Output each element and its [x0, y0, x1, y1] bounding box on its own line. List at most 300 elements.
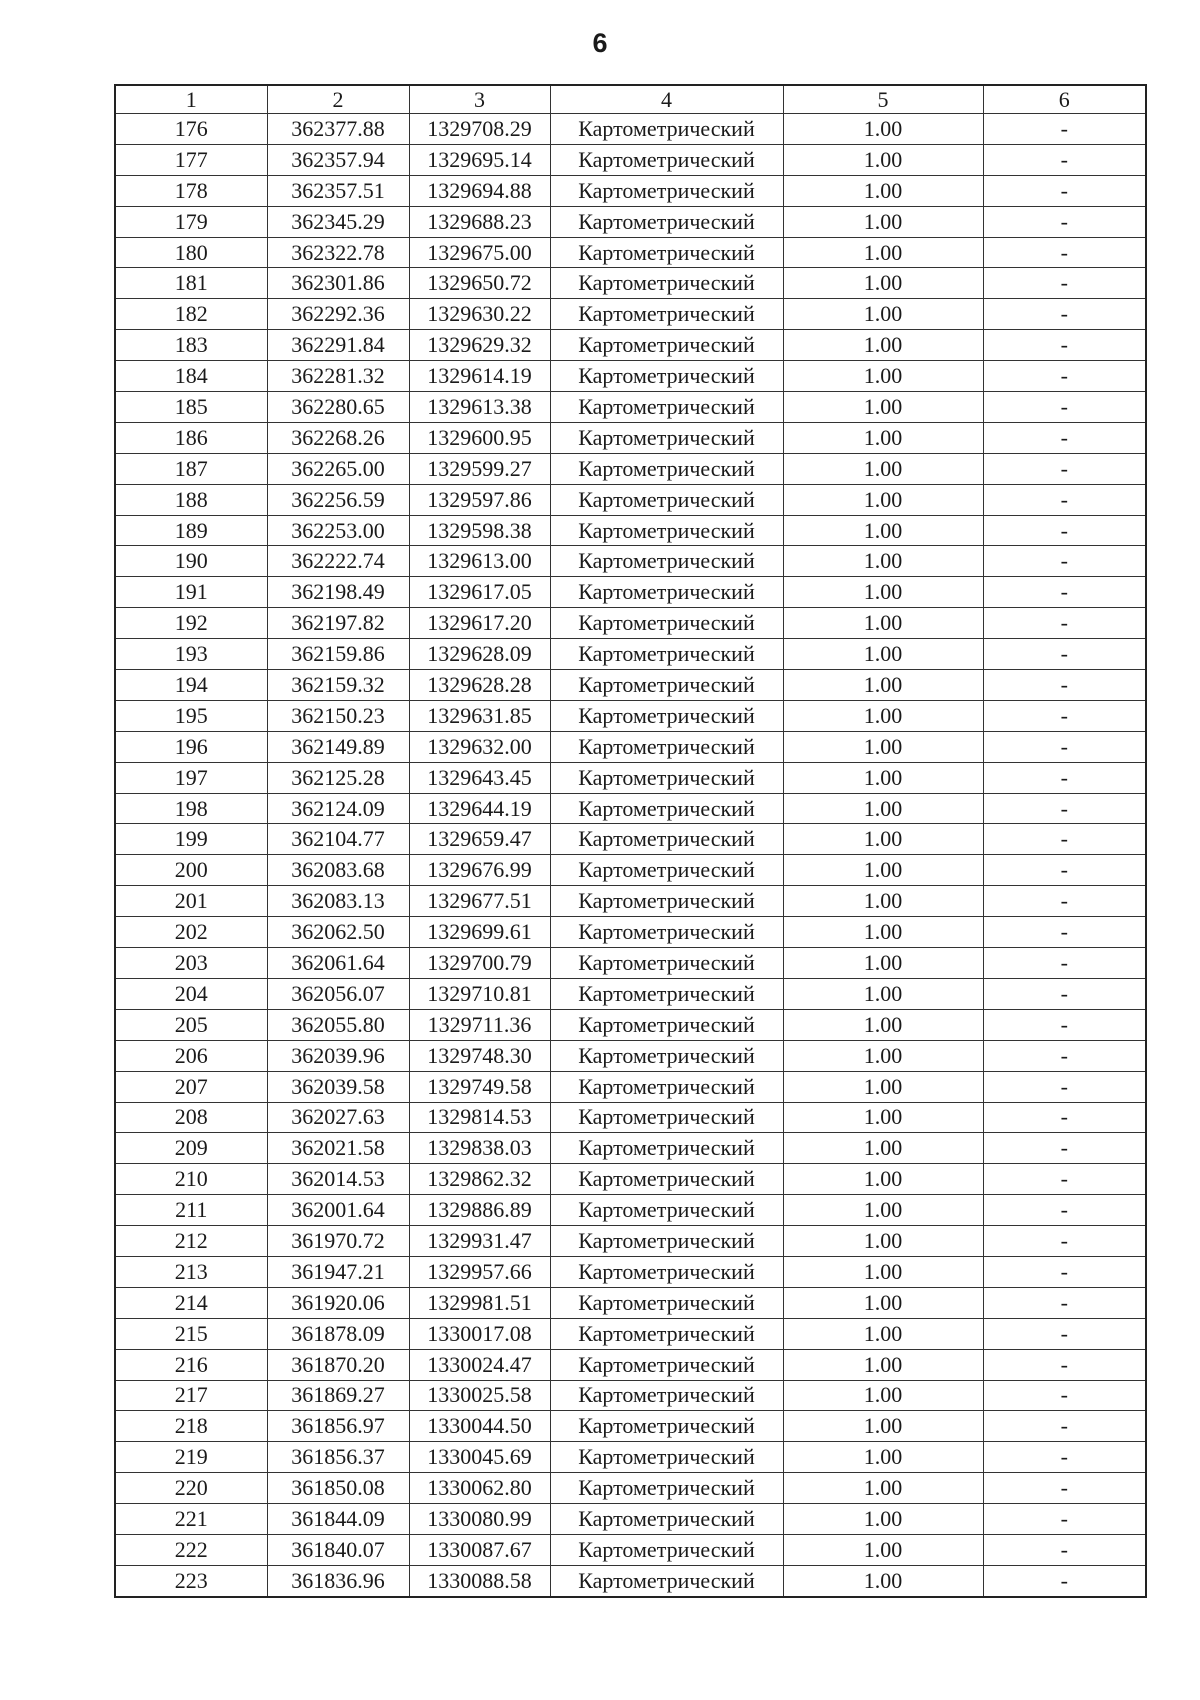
y-coordinate-cell: 1329838.03: [409, 1133, 550, 1164]
y-coordinate-cell: 1329694.88: [409, 175, 550, 206]
note-cell: -: [983, 237, 1146, 268]
accuracy-cell: 1.00: [783, 1380, 983, 1411]
accuracy-cell: 1.00: [783, 114, 983, 145]
method-cell: Картометрический: [550, 515, 783, 546]
accuracy-cell: 1.00: [783, 978, 983, 1009]
accuracy-cell: 1.00: [783, 361, 983, 392]
note-cell: -: [983, 453, 1146, 484]
point-number-cell: 189: [115, 515, 267, 546]
accuracy-cell: 1.00: [783, 1256, 983, 1287]
note-cell: -: [983, 762, 1146, 793]
accuracy-cell: 1.00: [783, 855, 983, 886]
note-cell: -: [983, 114, 1146, 145]
header-cell-col-5: 5: [783, 85, 983, 114]
x-coordinate-cell: 362056.07: [267, 978, 409, 1009]
table-row: [115, 144, 1146, 175]
method-cell: Картометрический: [550, 700, 783, 731]
method-cell: Картометрический: [550, 144, 783, 175]
method-cell: Картометрический: [550, 670, 783, 701]
method-cell: Картометрический: [550, 546, 783, 577]
table-row: [115, 731, 1146, 762]
point-number-cell: 221: [115, 1504, 267, 1535]
point-number-cell: 219: [115, 1442, 267, 1473]
point-number-cell: 207: [115, 1071, 267, 1102]
y-coordinate-cell: 1329629.32: [409, 330, 550, 361]
accuracy-cell: 1.00: [783, 824, 983, 855]
point-number-cell: 193: [115, 639, 267, 670]
point-number-cell: 185: [115, 392, 267, 423]
note-cell: -: [983, 268, 1146, 299]
method-cell: Картометрический: [550, 206, 783, 237]
point-number-cell: 181: [115, 268, 267, 299]
table-body: [115, 114, 1146, 1597]
x-coordinate-cell: 362292.36: [267, 299, 409, 330]
y-coordinate-cell: 1329632.00: [409, 731, 550, 762]
point-number-cell: 197: [115, 762, 267, 793]
y-coordinate-cell: 1329688.23: [409, 206, 550, 237]
accuracy-cell: 1.00: [783, 700, 983, 731]
x-coordinate-cell: 362149.89: [267, 731, 409, 762]
x-coordinate-cell: 362377.88: [267, 114, 409, 145]
x-coordinate-cell: 362256.59: [267, 484, 409, 515]
y-coordinate-cell: 1329628.09: [409, 639, 550, 670]
method-cell: Картометрический: [550, 886, 783, 917]
method-cell: Картометрический: [550, 422, 783, 453]
accuracy-cell: 1.00: [783, 484, 983, 515]
method-cell: Картометрический: [550, 793, 783, 824]
point-number-cell: 199: [115, 824, 267, 855]
method-cell: Картометрический: [550, 1071, 783, 1102]
note-cell: -: [983, 1133, 1146, 1164]
x-coordinate-cell: 362083.13: [267, 886, 409, 917]
method-cell: Картометрический: [550, 639, 783, 670]
accuracy-cell: 1.00: [783, 237, 983, 268]
table-row: [115, 1009, 1146, 1040]
method-cell: Картометрический: [550, 824, 783, 855]
point-number-cell: 184: [115, 361, 267, 392]
note-cell: -: [983, 577, 1146, 608]
y-coordinate-cell: 1329600.95: [409, 422, 550, 453]
note-cell: -: [983, 1195, 1146, 1226]
accuracy-cell: 1.00: [783, 1009, 983, 1040]
page-number: 6: [592, 28, 608, 58]
table-row: [115, 175, 1146, 206]
note-cell: -: [983, 1226, 1146, 1257]
note-cell: -: [983, 206, 1146, 237]
x-coordinate-cell: 361870.20: [267, 1349, 409, 1380]
y-coordinate-cell: 1329597.86: [409, 484, 550, 515]
x-coordinate-cell: 362039.96: [267, 1040, 409, 1071]
table-row: [115, 762, 1146, 793]
accuracy-cell: 1.00: [783, 1318, 983, 1349]
point-number-cell: 204: [115, 978, 267, 1009]
note-cell: -: [983, 1102, 1146, 1133]
method-cell: Картометрический: [550, 1164, 783, 1195]
note-cell: -: [983, 1349, 1146, 1380]
note-cell: -: [983, 1318, 1146, 1349]
x-coordinate-cell: 362124.09: [267, 793, 409, 824]
x-coordinate-cell: 361836.96: [267, 1565, 409, 1596]
y-coordinate-cell: 1329631.85: [409, 700, 550, 731]
y-coordinate-cell: 1330088.58: [409, 1565, 550, 1596]
y-coordinate-cell: 1329617.20: [409, 608, 550, 639]
point-number-cell: 191: [115, 577, 267, 608]
y-coordinate-cell: 1329676.99: [409, 855, 550, 886]
accuracy-cell: 1.00: [783, 608, 983, 639]
note-cell: -: [983, 484, 1146, 515]
point-number-cell: 182: [115, 299, 267, 330]
method-cell: Картометрический: [550, 1411, 783, 1442]
point-number-cell: 220: [115, 1473, 267, 1504]
method-cell: Картометрический: [550, 114, 783, 145]
table-row: [115, 361, 1146, 392]
point-number-cell: 205: [115, 1009, 267, 1040]
point-number-cell: 211: [115, 1195, 267, 1226]
note-cell: -: [983, 700, 1146, 731]
accuracy-cell: 1.00: [783, 639, 983, 670]
note-cell: -: [983, 1009, 1146, 1040]
header-cell-col-2: 2: [267, 85, 409, 114]
method-cell: Картометрический: [550, 855, 783, 886]
note-cell: -: [983, 1442, 1146, 1473]
y-coordinate-cell: 1330024.47: [409, 1349, 550, 1380]
accuracy-cell: 1.00: [783, 1504, 983, 1535]
method-cell: Картометрический: [550, 917, 783, 948]
x-coordinate-cell: 362014.53: [267, 1164, 409, 1195]
table-row: [115, 1565, 1146, 1596]
table-row: [115, 268, 1146, 299]
point-number-cell: 196: [115, 731, 267, 762]
table-row: [115, 1226, 1146, 1257]
point-number-cell: 201: [115, 886, 267, 917]
table-row: [115, 670, 1146, 701]
method-cell: Картометрический: [550, 361, 783, 392]
table-row: [115, 1256, 1146, 1287]
y-coordinate-cell: 1329710.81: [409, 978, 550, 1009]
table-row: [115, 1287, 1146, 1318]
y-coordinate-cell: 1329644.19: [409, 793, 550, 824]
point-number-cell: 200: [115, 855, 267, 886]
x-coordinate-cell: 362268.26: [267, 422, 409, 453]
y-coordinate-cell: 1329695.14: [409, 144, 550, 175]
y-coordinate-cell: 1330025.58: [409, 1380, 550, 1411]
note-cell: -: [983, 670, 1146, 701]
table-row: [115, 1349, 1146, 1380]
note-cell: -: [983, 1287, 1146, 1318]
table-row: [115, 330, 1146, 361]
table-row: [115, 546, 1146, 577]
accuracy-cell: 1.00: [783, 1164, 983, 1195]
table-row: [115, 1164, 1146, 1195]
accuracy-cell: 1.00: [783, 546, 983, 577]
method-cell: Картометрический: [550, 577, 783, 608]
method-cell: Картометрический: [550, 484, 783, 515]
table-row: [115, 855, 1146, 886]
method-cell: Картометрический: [550, 1473, 783, 1504]
y-coordinate-cell: 1329613.38: [409, 392, 550, 423]
point-number-cell: 216: [115, 1349, 267, 1380]
point-number-cell: 222: [115, 1534, 267, 1565]
accuracy-cell: 1.00: [783, 1071, 983, 1102]
header-cell-col-3: 3: [409, 85, 550, 114]
note-cell: -: [983, 1256, 1146, 1287]
point-number-cell: 203: [115, 948, 267, 979]
x-coordinate-cell: 362061.64: [267, 948, 409, 979]
point-number-cell: 213: [115, 1256, 267, 1287]
note-cell: -: [983, 855, 1146, 886]
note-cell: -: [983, 299, 1146, 330]
accuracy-cell: 1.00: [783, 1349, 983, 1380]
accuracy-cell: 1.00: [783, 422, 983, 453]
x-coordinate-cell: 361920.06: [267, 1287, 409, 1318]
table-row: [115, 577, 1146, 608]
note-cell: -: [983, 978, 1146, 1009]
x-coordinate-cell: 362027.63: [267, 1102, 409, 1133]
note-cell: -: [983, 639, 1146, 670]
x-coordinate-cell: 362125.28: [267, 762, 409, 793]
note-cell: -: [983, 546, 1146, 577]
header-row: [115, 85, 1146, 114]
accuracy-cell: 1.00: [783, 1133, 983, 1164]
point-number-cell: 195: [115, 700, 267, 731]
x-coordinate-cell: 362322.78: [267, 237, 409, 268]
point-number-cell: 212: [115, 1226, 267, 1257]
accuracy-cell: 1.00: [783, 1226, 983, 1257]
note-cell: -: [983, 1504, 1146, 1535]
point-number-cell: 192: [115, 608, 267, 639]
y-coordinate-cell: 1329675.00: [409, 237, 550, 268]
y-coordinate-cell: 1329862.32: [409, 1164, 550, 1195]
note-cell: -: [983, 1040, 1146, 1071]
table-row: [115, 1133, 1146, 1164]
method-cell: Картометрический: [550, 392, 783, 423]
accuracy-cell: 1.00: [783, 1040, 983, 1071]
x-coordinate-cell: 361856.97: [267, 1411, 409, 1442]
table-row: [115, 237, 1146, 268]
table-row: [115, 1380, 1146, 1411]
method-cell: Картометрический: [550, 1380, 783, 1411]
y-coordinate-cell: 1330062.80: [409, 1473, 550, 1504]
table-row: [115, 917, 1146, 948]
y-coordinate-cell: 1329700.79: [409, 948, 550, 979]
note-cell: -: [983, 1473, 1146, 1504]
point-number-cell: 180: [115, 237, 267, 268]
accuracy-cell: 1.00: [783, 206, 983, 237]
y-coordinate-cell: 1329749.58: [409, 1071, 550, 1102]
method-cell: Картометрический: [550, 978, 783, 1009]
accuracy-cell: 1.00: [783, 793, 983, 824]
note-cell: -: [983, 608, 1146, 639]
accuracy-cell: 1.00: [783, 670, 983, 701]
point-number-cell: 178: [115, 175, 267, 206]
table-row: [115, 1071, 1146, 1102]
point-number-cell: 210: [115, 1164, 267, 1195]
y-coordinate-cell: 1330045.69: [409, 1442, 550, 1473]
note-cell: -: [983, 886, 1146, 917]
method-cell: Картометрический: [550, 1504, 783, 1535]
table-row: [115, 114, 1146, 145]
y-coordinate-cell: 1329699.61: [409, 917, 550, 948]
method-cell: Картометрический: [550, 1226, 783, 1257]
note-cell: -: [983, 1411, 1146, 1442]
accuracy-cell: 1.00: [783, 1411, 983, 1442]
note-cell: -: [983, 793, 1146, 824]
note-cell: -: [983, 731, 1146, 762]
accuracy-cell: 1.00: [783, 731, 983, 762]
y-coordinate-cell: 1329659.47: [409, 824, 550, 855]
note-cell: -: [983, 330, 1146, 361]
method-cell: Картометрический: [550, 1318, 783, 1349]
accuracy-cell: 1.00: [783, 453, 983, 484]
accuracy-cell: 1.00: [783, 1534, 983, 1565]
accuracy-cell: 1.00: [783, 886, 983, 917]
table-row: [115, 1040, 1146, 1071]
x-coordinate-cell: 362301.86: [267, 268, 409, 299]
x-coordinate-cell: 362198.49: [267, 577, 409, 608]
table-row: [115, 1504, 1146, 1535]
table-row: [115, 299, 1146, 330]
point-number-cell: 214: [115, 1287, 267, 1318]
method-cell: Картометрический: [550, 731, 783, 762]
x-coordinate-cell: 362001.64: [267, 1195, 409, 1226]
table-row: [115, 392, 1146, 423]
accuracy-cell: 1.00: [783, 175, 983, 206]
x-coordinate-cell: 362150.23: [267, 700, 409, 731]
y-coordinate-cell: 1329748.30: [409, 1040, 550, 1071]
note-cell: -: [983, 1071, 1146, 1102]
y-coordinate-cell: 1329677.51: [409, 886, 550, 917]
x-coordinate-cell: 362281.32: [267, 361, 409, 392]
table-row: [115, 608, 1146, 639]
method-cell: Картометрический: [550, 330, 783, 361]
accuracy-cell: 1.00: [783, 330, 983, 361]
accuracy-cell: 1.00: [783, 762, 983, 793]
point-number-cell: 208: [115, 1102, 267, 1133]
x-coordinate-cell: 362197.82: [267, 608, 409, 639]
accuracy-cell: 1.00: [783, 392, 983, 423]
y-coordinate-cell: 1329981.51: [409, 1287, 550, 1318]
accuracy-cell: 1.00: [783, 917, 983, 948]
method-cell: Картометрический: [550, 453, 783, 484]
y-coordinate-cell: 1329628.28: [409, 670, 550, 701]
note-cell: -: [983, 1565, 1146, 1596]
point-number-cell: 206: [115, 1040, 267, 1071]
method-cell: Картометрический: [550, 1195, 783, 1226]
point-number-cell: 209: [115, 1133, 267, 1164]
accuracy-cell: 1.00: [783, 948, 983, 979]
x-coordinate-cell: 362265.00: [267, 453, 409, 484]
x-coordinate-cell: 362021.58: [267, 1133, 409, 1164]
point-number-cell: 186: [115, 422, 267, 453]
table-row: [115, 824, 1146, 855]
y-coordinate-cell: 1329598.38: [409, 515, 550, 546]
accuracy-cell: 1.00: [783, 1473, 983, 1504]
note-cell: -: [983, 361, 1146, 392]
accuracy-cell: 1.00: [783, 144, 983, 175]
x-coordinate-cell: 362345.29: [267, 206, 409, 237]
point-number-cell: 177: [115, 144, 267, 175]
note-cell: -: [983, 175, 1146, 206]
point-number-cell: 218: [115, 1411, 267, 1442]
accuracy-cell: 1.00: [783, 1565, 983, 1596]
x-coordinate-cell: 362062.50: [267, 917, 409, 948]
y-coordinate-cell: 1329614.19: [409, 361, 550, 392]
table-row: [115, 422, 1146, 453]
method-cell: Картометрический: [550, 1256, 783, 1287]
y-coordinate-cell: 1329711.36: [409, 1009, 550, 1040]
x-coordinate-cell: 362280.65: [267, 392, 409, 423]
table-row: [115, 886, 1146, 917]
y-coordinate-cell: 1329886.89: [409, 1195, 550, 1226]
accuracy-cell: 1.00: [783, 515, 983, 546]
x-coordinate-cell: 362159.32: [267, 670, 409, 701]
x-coordinate-cell: 362104.77: [267, 824, 409, 855]
x-coordinate-cell: 362357.94: [267, 144, 409, 175]
x-coordinate-cell: 362055.80: [267, 1009, 409, 1040]
y-coordinate-cell: 1330044.50: [409, 1411, 550, 1442]
x-coordinate-cell: 361947.21: [267, 1256, 409, 1287]
method-cell: Картометрический: [550, 1287, 783, 1318]
y-coordinate-cell: 1329643.45: [409, 762, 550, 793]
method-cell: Картометрический: [550, 1133, 783, 1164]
method-cell: Картометрический: [550, 1565, 783, 1596]
accuracy-cell: 1.00: [783, 1195, 983, 1226]
accuracy-cell: 1.00: [783, 577, 983, 608]
point-number-cell: 176: [115, 114, 267, 145]
note-cell: -: [983, 1164, 1146, 1195]
accuracy-cell: 1.00: [783, 1102, 983, 1133]
point-number-cell: 202: [115, 917, 267, 948]
table-row: [115, 948, 1146, 979]
table-row: [115, 1534, 1146, 1565]
point-number-cell: 217: [115, 1380, 267, 1411]
y-coordinate-cell: 1329931.47: [409, 1226, 550, 1257]
x-coordinate-cell: 362159.86: [267, 639, 409, 670]
x-coordinate-cell: 361844.09: [267, 1504, 409, 1535]
point-number-cell: 179: [115, 206, 267, 237]
header-cell-col-4: 4: [550, 85, 783, 114]
y-coordinate-cell: 1330087.67: [409, 1534, 550, 1565]
table-row: [115, 515, 1146, 546]
y-coordinate-cell: 1330017.08: [409, 1318, 550, 1349]
table-row: [115, 793, 1146, 824]
method-cell: Картометрический: [550, 1349, 783, 1380]
table-row: [115, 1473, 1146, 1504]
x-coordinate-cell: 361850.08: [267, 1473, 409, 1504]
method-cell: Картометрический: [550, 1442, 783, 1473]
note-cell: -: [983, 515, 1146, 546]
table-row: [115, 1195, 1146, 1226]
method-cell: Картометрический: [550, 608, 783, 639]
point-number-cell: 215: [115, 1318, 267, 1349]
method-cell: Картометрический: [550, 1040, 783, 1071]
point-number-cell: 223: [115, 1565, 267, 1596]
accuracy-cell: 1.00: [783, 268, 983, 299]
table-row: [115, 453, 1146, 484]
y-coordinate-cell: 1329613.00: [409, 546, 550, 577]
accuracy-cell: 1.00: [783, 1442, 983, 1473]
x-coordinate-cell: 362222.74: [267, 546, 409, 577]
note-cell: -: [983, 1380, 1146, 1411]
accuracy-cell: 1.00: [783, 1287, 983, 1318]
point-number-cell: 187: [115, 453, 267, 484]
method-cell: Картометрический: [550, 948, 783, 979]
note-cell: -: [983, 392, 1146, 423]
x-coordinate-cell: 361869.27: [267, 1380, 409, 1411]
table-row: [115, 1318, 1146, 1349]
coordinates-table: [114, 84, 1147, 1598]
y-coordinate-cell: 1329630.22: [409, 299, 550, 330]
